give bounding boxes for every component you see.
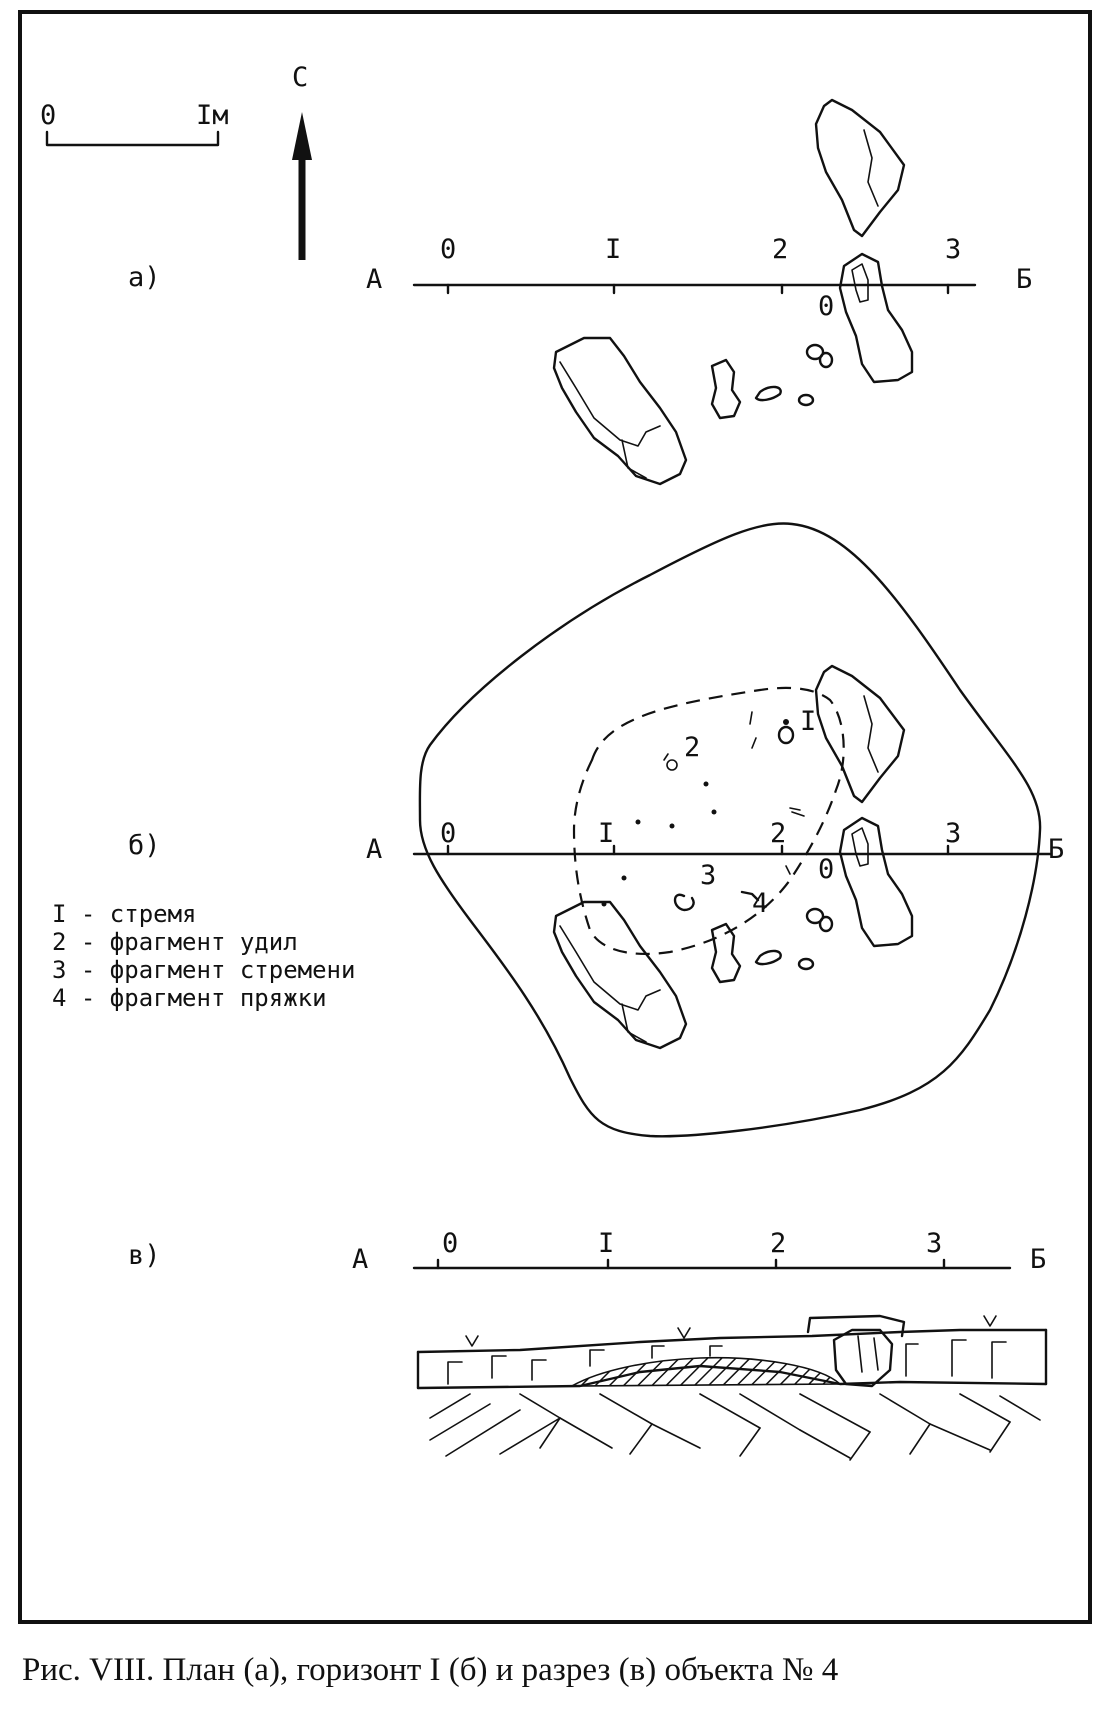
panel-a-right-end: Б [1016, 264, 1033, 295]
panel-a-label: а) [128, 262, 161, 293]
section-profile [418, 1316, 1046, 1460]
panel-a-left-end: А [366, 264, 383, 295]
find-1-stirrup [779, 706, 816, 743]
stone-right-b [840, 818, 912, 946]
panel-a-marker: 0 [818, 291, 835, 322]
panel-c [128, 1228, 1046, 1460]
stone-left [554, 338, 686, 484]
panel-b-tick-1: I [598, 818, 615, 849]
panel-b [128, 523, 1064, 1136]
panel-c-left-end: А [352, 1244, 369, 1275]
find-4-label: 4 [752, 888, 769, 919]
stone-small-3 [799, 395, 813, 405]
panel-b-tick-2: 2 [770, 818, 787, 849]
panel-c-right-end: Б [1030, 1244, 1047, 1275]
north-label: С [292, 62, 309, 93]
find-2-bit-fragment [664, 732, 700, 770]
figure-border [20, 12, 1090, 1622]
panel-b-marker: 0 [818, 854, 835, 885]
stone-left-b [554, 902, 686, 1048]
panel-c-label: в) [128, 1240, 161, 1271]
panel-b-label: б) [128, 830, 161, 861]
stone-small-5 [820, 353, 832, 367]
find-4-buckle-fragment [742, 888, 768, 919]
stone-upper [816, 100, 904, 236]
stone-small-1 [712, 360, 740, 418]
legend-item-2: 2 - фрагмент удил [52, 928, 298, 956]
legend-item-4: 4 - фрагмент пряжки [52, 984, 327, 1012]
find-3-stirrup-fragment [675, 860, 716, 910]
north-arrow [292, 62, 312, 260]
stone-upper-b [816, 666, 904, 802]
find-2-label: 2 [684, 732, 701, 763]
scale-bar-end: Iм [196, 100, 229, 131]
panel-a-tick-1: I [605, 234, 622, 265]
panel-b-right-end: Б [1048, 834, 1065, 865]
panel-a [128, 100, 1032, 484]
stone-right [840, 254, 912, 382]
scale-bar-start: 0 [40, 100, 57, 131]
scale-bar [40, 100, 229, 145]
stone-small-2-b [756, 951, 781, 964]
panel-b-left-end: А [366, 834, 383, 865]
stone-small-5-b [820, 917, 832, 931]
find-3-label: 3 [700, 860, 717, 891]
panel-a-tick-3: 3 [945, 234, 962, 265]
figure-caption: Рис. VIII. План (а), горизонт I (б) и разрез (в) объекта № 4 [22, 1652, 839, 1688]
legend-item-3: 3 - фрагмент стремени [52, 956, 356, 984]
panel-b-tick-3: 3 [945, 818, 962, 849]
panel-a-tick-0: 0 [440, 234, 457, 265]
panel-b-tick-0: 0 [440, 818, 457, 849]
stone-small-2 [756, 387, 781, 400]
panel-c-tick-3: 3 [926, 1228, 943, 1259]
panel-c-tick-0: 0 [442, 1228, 459, 1259]
panel-c-tick-1: I [598, 1228, 615, 1259]
legend-item-1: I - стремя [52, 900, 197, 928]
panel-a-tick-2: 2 [772, 234, 789, 265]
panel-c-tick-2: 2 [770, 1228, 787, 1259]
find-1-label: I [800, 706, 817, 737]
stone-small-3-b [799, 959, 813, 969]
legend [52, 900, 355, 1012]
